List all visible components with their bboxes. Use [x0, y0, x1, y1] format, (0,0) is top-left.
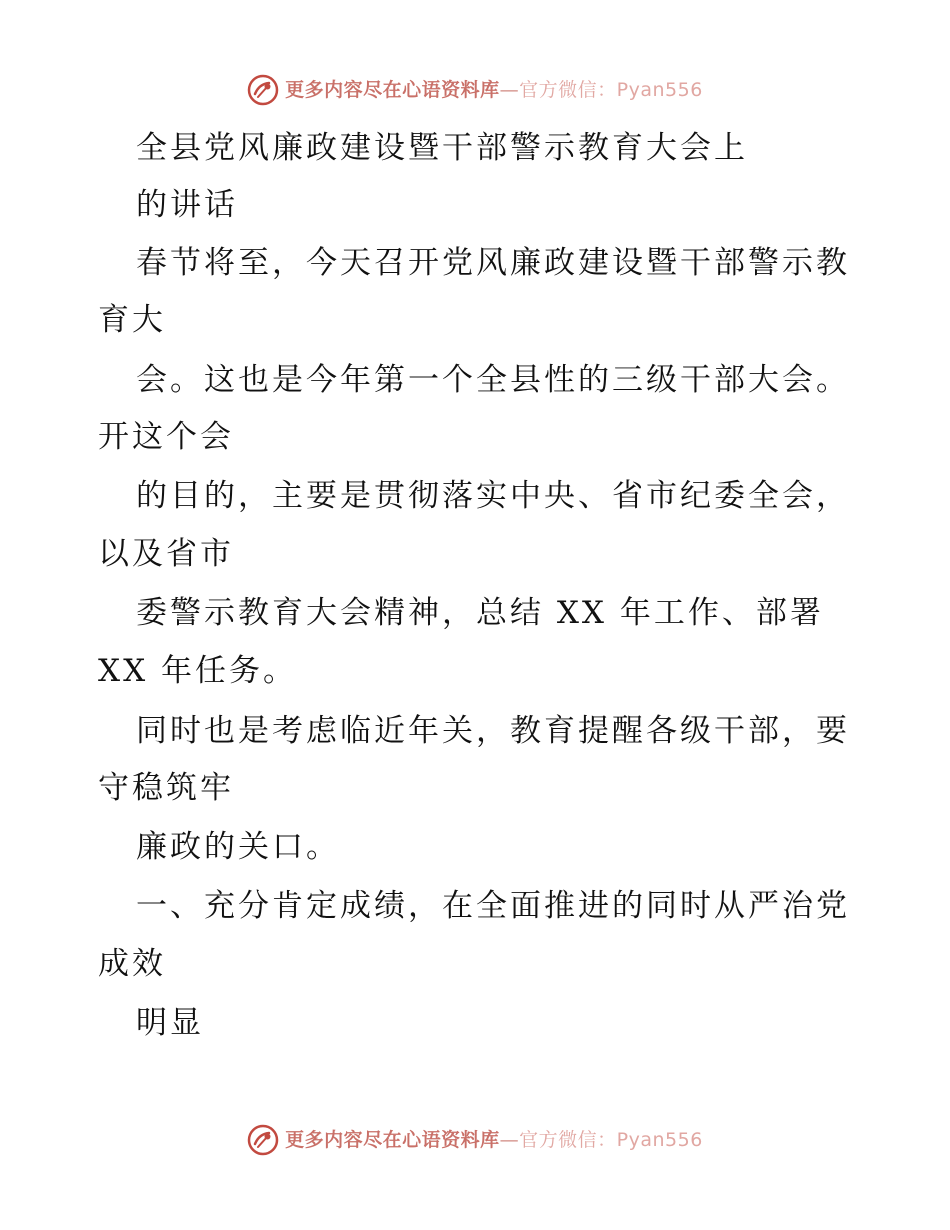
paragraph-line: XX 年任务。: [98, 653, 297, 689]
paragraph-line: 春节将至，今天召开党风廉政建设暨干部警示教: [136, 245, 850, 281]
watermark-lead-text: 更多内容尽在心语资料库: [285, 78, 500, 101]
paragraph-line: 育大: [98, 302, 166, 338]
paragraph-line: 守稳筑牢: [98, 770, 234, 806]
watermark-wechat-text: 官方微信：Pyan556: [519, 1128, 703, 1151]
watermark-lead-text: 更多内容尽在心语资料库: [285, 1128, 500, 1151]
document-title-line-2: 的讲话: [136, 187, 238, 223]
paragraph-line: 廉政的关口。: [136, 829, 340, 865]
paragraph-line: 同时也是考虑临近年关，教育提醒各级干部，要: [136, 713, 850, 749]
section-heading-line: 明显: [136, 1005, 204, 1041]
watermark-text: [285, 1128, 703, 1151]
document-title-line-1: 全县党风廉政建设暨干部警示教育大会上: [136, 130, 748, 166]
section-heading-line: 成效: [98, 946, 166, 982]
book-logo-icon: [247, 1124, 279, 1156]
paragraph-line: 以及省市: [98, 536, 234, 572]
paragraph-line: 会。这也是今年第一个全县性的三级干部大会。: [136, 362, 850, 398]
watermark-dash: —: [499, 78, 520, 101]
paragraph-line: 开这个会: [98, 419, 234, 455]
paragraph-line: 委警示教育大会精神，总结 XX 年工作、部署: [136, 595, 824, 631]
watermark-wechat-text: 官方微信：Pyan556: [519, 78, 703, 101]
paragraph-line: 的目的，主要是贯彻落实中央、省市纪委全会，: [136, 478, 850, 514]
watermark-dash: —: [499, 1128, 520, 1151]
section-heading-line: 一、充分肯定成绩，在全面推进的同时从严治党: [136, 888, 850, 924]
footer-watermark: [0, 1120, 950, 1160]
